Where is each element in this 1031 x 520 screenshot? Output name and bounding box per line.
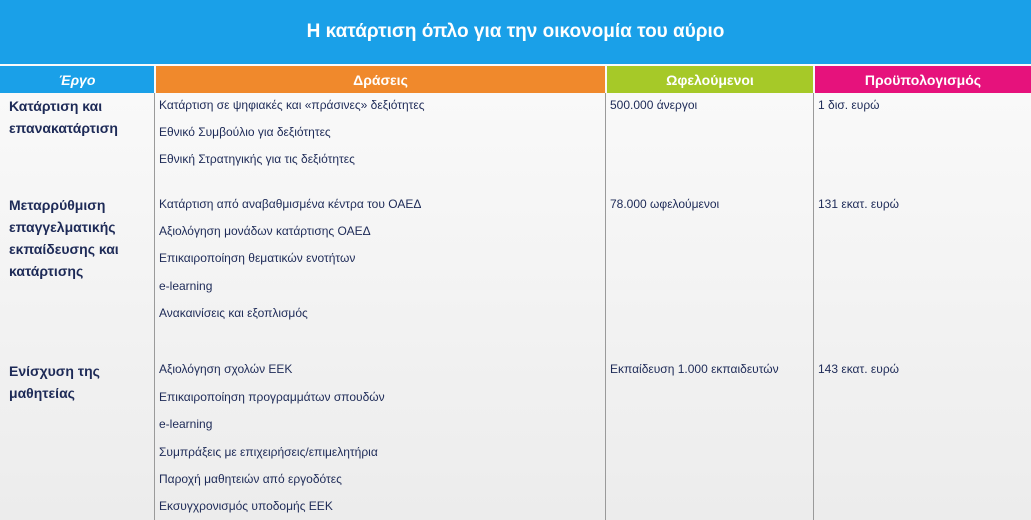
- action-item: e-learning: [159, 417, 213, 431]
- column-divider: [154, 93, 155, 520]
- header-budget: Προϋπολογισμός: [815, 66, 1031, 93]
- action-item: Εκσυγχρονισμός υποδομής ΕΕΚ: [159, 499, 333, 513]
- action-item: Συμπράξεις με επιχειρήσεις/επιμελητήρια: [159, 445, 378, 459]
- project-name: Μεταρρύθμιση επαγγελματικής εκπαίδευσης και κατάρτισης: [9, 197, 119, 279]
- beneficiaries-value: 78.000 ωφελούμενοι: [610, 197, 720, 211]
- project-name: Ενίσχυση της μαθητείας: [9, 363, 100, 401]
- action-item: Αξιολόγηση μονάδων κατάρτισης ΟΑΕΔ: [159, 224, 371, 238]
- header-project: Έργο: [0, 66, 154, 93]
- action-item: Ανακαινίσεις και εξοπλισμός: [159, 306, 308, 320]
- action-item: Εθνικό Συμβούλιο για δεξιότητες: [159, 125, 331, 139]
- action-item: Εθνική Στρατηγικής για τις δεξιότητες: [159, 152, 355, 166]
- action-item: Αξιολόγηση σχολών ΕΕΚ: [159, 362, 293, 376]
- header-actions: Δράσεις: [156, 66, 605, 93]
- budget-value: 143 εκατ. ευρώ: [818, 362, 900, 376]
- action-item: e-learning: [159, 279, 213, 293]
- budget-value: 131 εκατ. ευρώ: [818, 197, 900, 211]
- header-beneficiaries: Ωφελούμενοι: [607, 66, 813, 93]
- action-item: Κατάρτιση από αναβαθμισμένα κέντρα του ΟΑΕΔ: [159, 197, 422, 211]
- beneficiaries-value: Εκπαίδευση 1.000 εκπαιδευτών: [610, 362, 779, 376]
- action-item: Παροχή μαθητειών από εργοδότες: [159, 472, 342, 486]
- action-item: Κατάρτιση σε ψηφιακές και «πράσινες» δεξιότητες: [159, 98, 425, 112]
- action-item: Επικαιροποίηση θεματικών ενοτήτων: [159, 251, 356, 265]
- project-name: Κατάρτιση και επανακατάρτιση: [9, 98, 118, 136]
- action-item: Επικαιροποίηση προγραμμάτων σπουδών: [159, 390, 385, 404]
- beneficiaries-value: 500.000 άνεργοι: [610, 98, 698, 112]
- column-divider: [605, 93, 606, 520]
- slide-title: Η κατάρτιση όπλο για την οικονομία του αύριο: [0, 0, 1031, 64]
- column-divider: [813, 93, 814, 520]
- budget-value: 1 δισ. ευρώ: [818, 98, 880, 112]
